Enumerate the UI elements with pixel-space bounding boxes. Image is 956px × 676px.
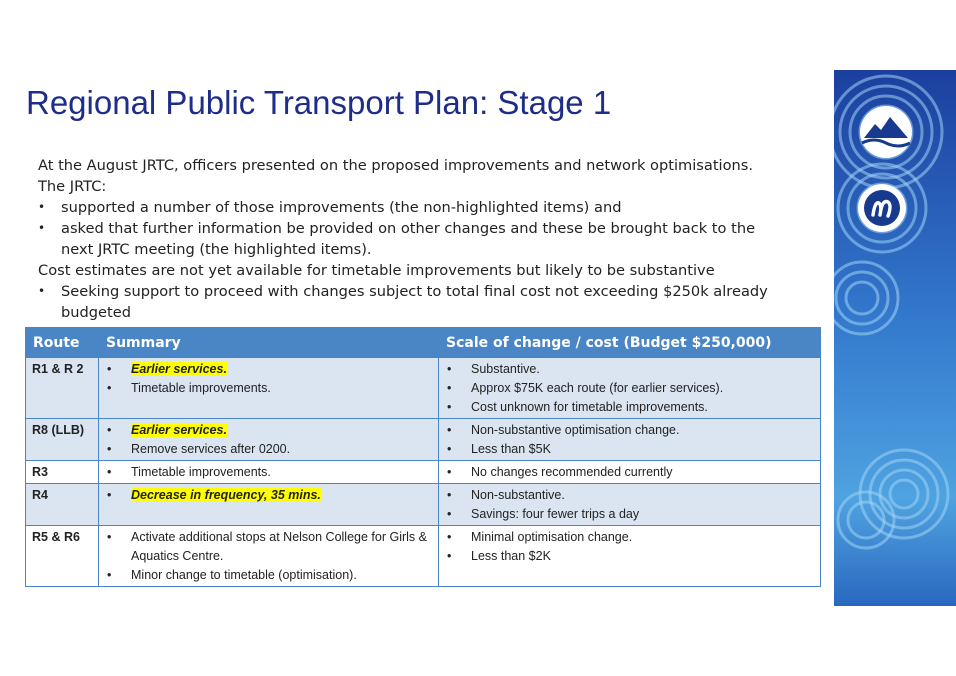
scale-item: • No changes recommended currently — [445, 463, 816, 482]
scale-item: • Non-substantive optimisation change. — [445, 421, 816, 440]
bullet-text: Seeking support to proceed with changes subject to total final cost not exceeding $250k already — [61, 283, 768, 300]
highlighted-text: Earlier services. — [131, 423, 227, 437]
table-row — [26, 461, 821, 484]
table-header-row — [26, 328, 821, 358]
summary-list — [105, 486, 434, 505]
scale-item: • Less than $2K — [445, 547, 816, 566]
summary-item — [105, 486, 434, 505]
summary-item — [105, 421, 434, 440]
column-header-summary: Summary — [99, 328, 439, 358]
column-header-scale: Scale of change / cost (Budget $250,000) — [439, 328, 821, 358]
summary-cell — [99, 526, 439, 587]
summary-cell — [99, 461, 439, 484]
brand-sidebar — [834, 70, 956, 606]
slide-title: Regional Public Transport Plan: Stage 1 — [26, 84, 612, 121]
scale-item: • Non-substantive. — [445, 486, 816, 505]
bullet-item — [38, 197, 838, 218]
highlighted-text: Decrease in frequency, 35 mins. — [131, 488, 321, 502]
scale-item: • Minimal optimisation change. — [445, 528, 816, 547]
scale-cell — [439, 419, 821, 461]
column-header-route: Route — [26, 328, 99, 358]
bullet-item — [38, 218, 838, 239]
summary-item — [105, 379, 434, 398]
table-row — [26, 358, 821, 419]
bullet-text: asked that further information be provided on other changes and these be brought back to the — [61, 220, 756, 237]
route-cell: R8 (LLB) — [26, 419, 99, 461]
summary-list — [105, 463, 434, 482]
scale-item: • Savings: four fewer trips a day — [445, 505, 816, 524]
summary-list — [105, 528, 434, 585]
summary-cell — [99, 358, 439, 419]
summary-list — [105, 360, 434, 398]
highlighted-text: Earlier services. — [131, 362, 227, 376]
summary-text: Activate additional stops at Nelson College for Girls & Aquatics Centre. — [131, 530, 427, 563]
scale-item: • Approx $75K each route (for earlier services). — [445, 379, 816, 398]
table-row — [26, 526, 821, 587]
summary-text: Timetable improvements. — [131, 381, 271, 395]
slide-body — [38, 155, 838, 323]
intro-line: At the August JRTC, officers presented on the proposed improvements and network optimisations. — [38, 157, 754, 174]
scale-list — [445, 463, 816, 482]
summary-text: Timetable improvements. — [131, 465, 271, 479]
route-cell: R3 — [26, 461, 99, 484]
scale-item: • Substantive. — [445, 360, 816, 379]
bullet-item — [38, 281, 838, 302]
summary-cell — [99, 419, 439, 461]
scale-cell — [439, 461, 821, 484]
intro-line: The JRTC: — [38, 178, 107, 195]
summary-item — [105, 440, 434, 459]
bullet-continuation: next JRTC meeting (the highlighted items). — [61, 241, 372, 258]
summary-item — [105, 360, 434, 379]
cost-line: Cost estimates are not yet available for timetable improvements but likely to be substantive — [38, 262, 715, 279]
summary-cell — [99, 484, 439, 526]
bullet-marker: • — [38, 221, 46, 235]
scale-item: • Less than $5K — [445, 440, 816, 459]
route-cell: R1 & R 2 — [26, 358, 99, 419]
scale-list — [445, 486, 816, 524]
table-body — [26, 358, 821, 587]
summary-list — [105, 421, 434, 459]
summary-item — [105, 566, 434, 585]
route-table — [25, 327, 821, 587]
bullet-marker: • — [38, 284, 46, 298]
scale-list — [445, 360, 816, 417]
scale-cell — [439, 358, 821, 419]
scale-cell — [439, 484, 821, 526]
table-row — [26, 419, 821, 461]
route-cell: R4 — [26, 484, 99, 526]
summary-text: Remove services after 0200. — [131, 442, 291, 456]
bullet-marker: • — [38, 200, 46, 214]
summary-text: Minor change to timetable (optimisation). — [131, 568, 357, 582]
scale-cell — [439, 526, 821, 587]
bullet-continuation: budgeted — [61, 304, 131, 321]
summary-item — [105, 528, 434, 566]
table-row — [26, 484, 821, 526]
bullet-text: supported a number of those improvements (the non-highlighted items) and — [61, 199, 622, 216]
mountain-logo-icon — [860, 106, 912, 158]
script-n-logo-icon — [858, 184, 906, 232]
scale-list — [445, 421, 816, 459]
route-cell: R5 & R6 — [26, 526, 99, 587]
summary-item — [105, 463, 434, 482]
scale-list — [445, 528, 816, 566]
scale-item: • Cost unknown for timetable improvements. — [445, 398, 816, 417]
